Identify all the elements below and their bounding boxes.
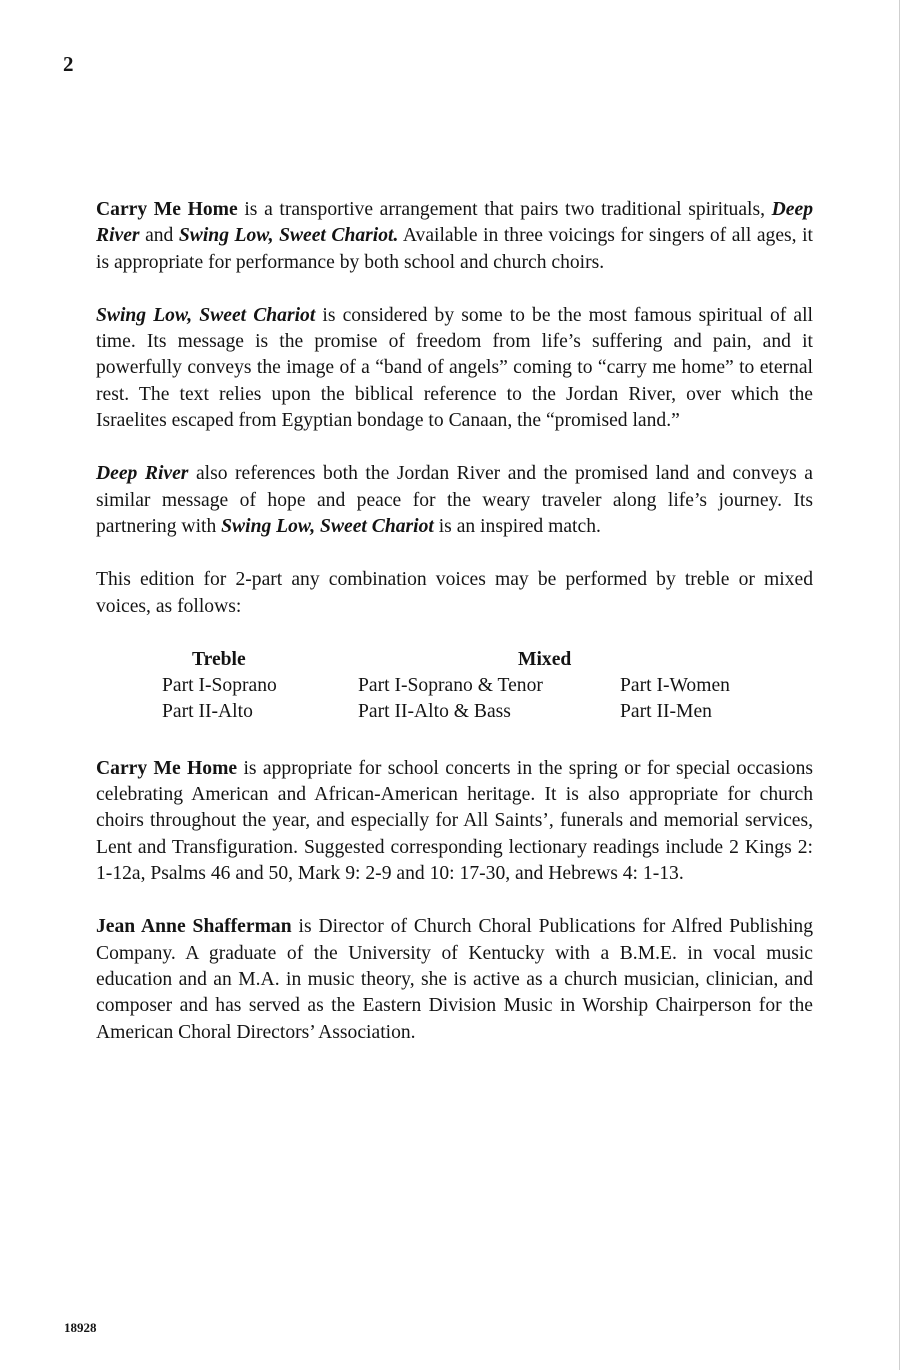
paragraph (96, 197, 813, 276)
paragraph-text: is an inspired match. (433, 515, 601, 537)
treble-part2: Part II-Alto (162, 701, 253, 723)
mixed-header: Mixed (518, 648, 572, 670)
paragraph-text: This edition for 2-part any combination voices may be performed by treble or mixed voices, as follows: (96, 569, 813, 617)
paragraph (96, 303, 813, 434)
paragraph (96, 567, 813, 620)
voicing-table (96, 647, 813, 729)
page-body (96, 197, 813, 1073)
bold-title: Carry Me Home (96, 757, 238, 779)
bold-title: Carry Me Home (96, 199, 238, 220)
paragraph-text: also references both the Jordan River and the promised land and conveys a similar message of hope and peace for the weary traveler along life’s journey. Its partnering with (96, 463, 813, 537)
bold-title: Jean Anne Shafferman (96, 916, 292, 938)
mixed-voicing-a-part1: Part I-Soprano & Tenor (358, 675, 543, 697)
song-title: Swing Low, Sweet Chariot. (178, 225, 399, 247)
paragraph-text: Available in three voicings for singers of all ages, it is appropriate for performance by both school and church choirs. (96, 225, 813, 273)
song-title: Deep River (96, 199, 813, 247)
paragraph (96, 461, 813, 540)
paragraph-text: is a transportive arrangement that pairs two traditional spirituals, (237, 199, 772, 220)
mixed-voicing-b-part2: Part II-Men (620, 701, 712, 723)
catalog-number: 18928 (64, 1320, 97, 1335)
paragraph-text: is Director of Church Choral Publications for Alfred Publishing Company. A graduate of the University of Kentucky with a B.M.E. in vocal music education and an M.A. in music theory, she is active as a church musician, clinician, and composer and has served as the Eastern Division Music in Worship Chairperson for the American Choral Directors’ Association. (96, 916, 814, 1043)
song-title: Swing Low, Sweet Chariot (221, 515, 434, 537)
page-number: 2 (63, 52, 74, 76)
song-title: Swing Low, Sweet Chariot (96, 304, 316, 326)
treble-part1: Part I-Soprano (162, 675, 277, 697)
intro-paragraphs (96, 197, 813, 620)
paragraph (96, 756, 813, 887)
paragraph-text: is considered by some to be the most famous spiritual of all time. Its message is the promise of freedom from life’s suffering and pain, and it powerfully conveys the image of a “band of angels” coming to “carry me home” to eternal rest. The text relies upon the biblical reference to the Jordan River, over which the Israelites escaped from Egyptian bondage to Canaan, the “promised land.” (96, 304, 813, 432)
treble-header: Treble (192, 648, 246, 670)
paragraph-text: and (139, 225, 179, 247)
closing-paragraphs (96, 756, 813, 1046)
mixed-voicing-a-part2: Part II-Alto & Bass (358, 701, 511, 723)
paragraph (96, 914, 813, 1045)
song-title: Deep River (96, 463, 189, 485)
mixed-voicing-b-part1: Part I-Women (620, 675, 730, 697)
paragraph-text: is appropriate for school concerts in the spring or for special occasions celebrating American and African-American heritage. It is also appropriate for church choirs throughout the year, and especially for All Saints’, funerals and memorial services, Lent and Transfiguration. Suggested corresponding lectionary readings include 2 Kings 2: 1-12a, Psalms 46 and 50, Mark 9: 2-9 and 10: 17-30, and Hebrews 4: 1-13. (96, 757, 813, 885)
